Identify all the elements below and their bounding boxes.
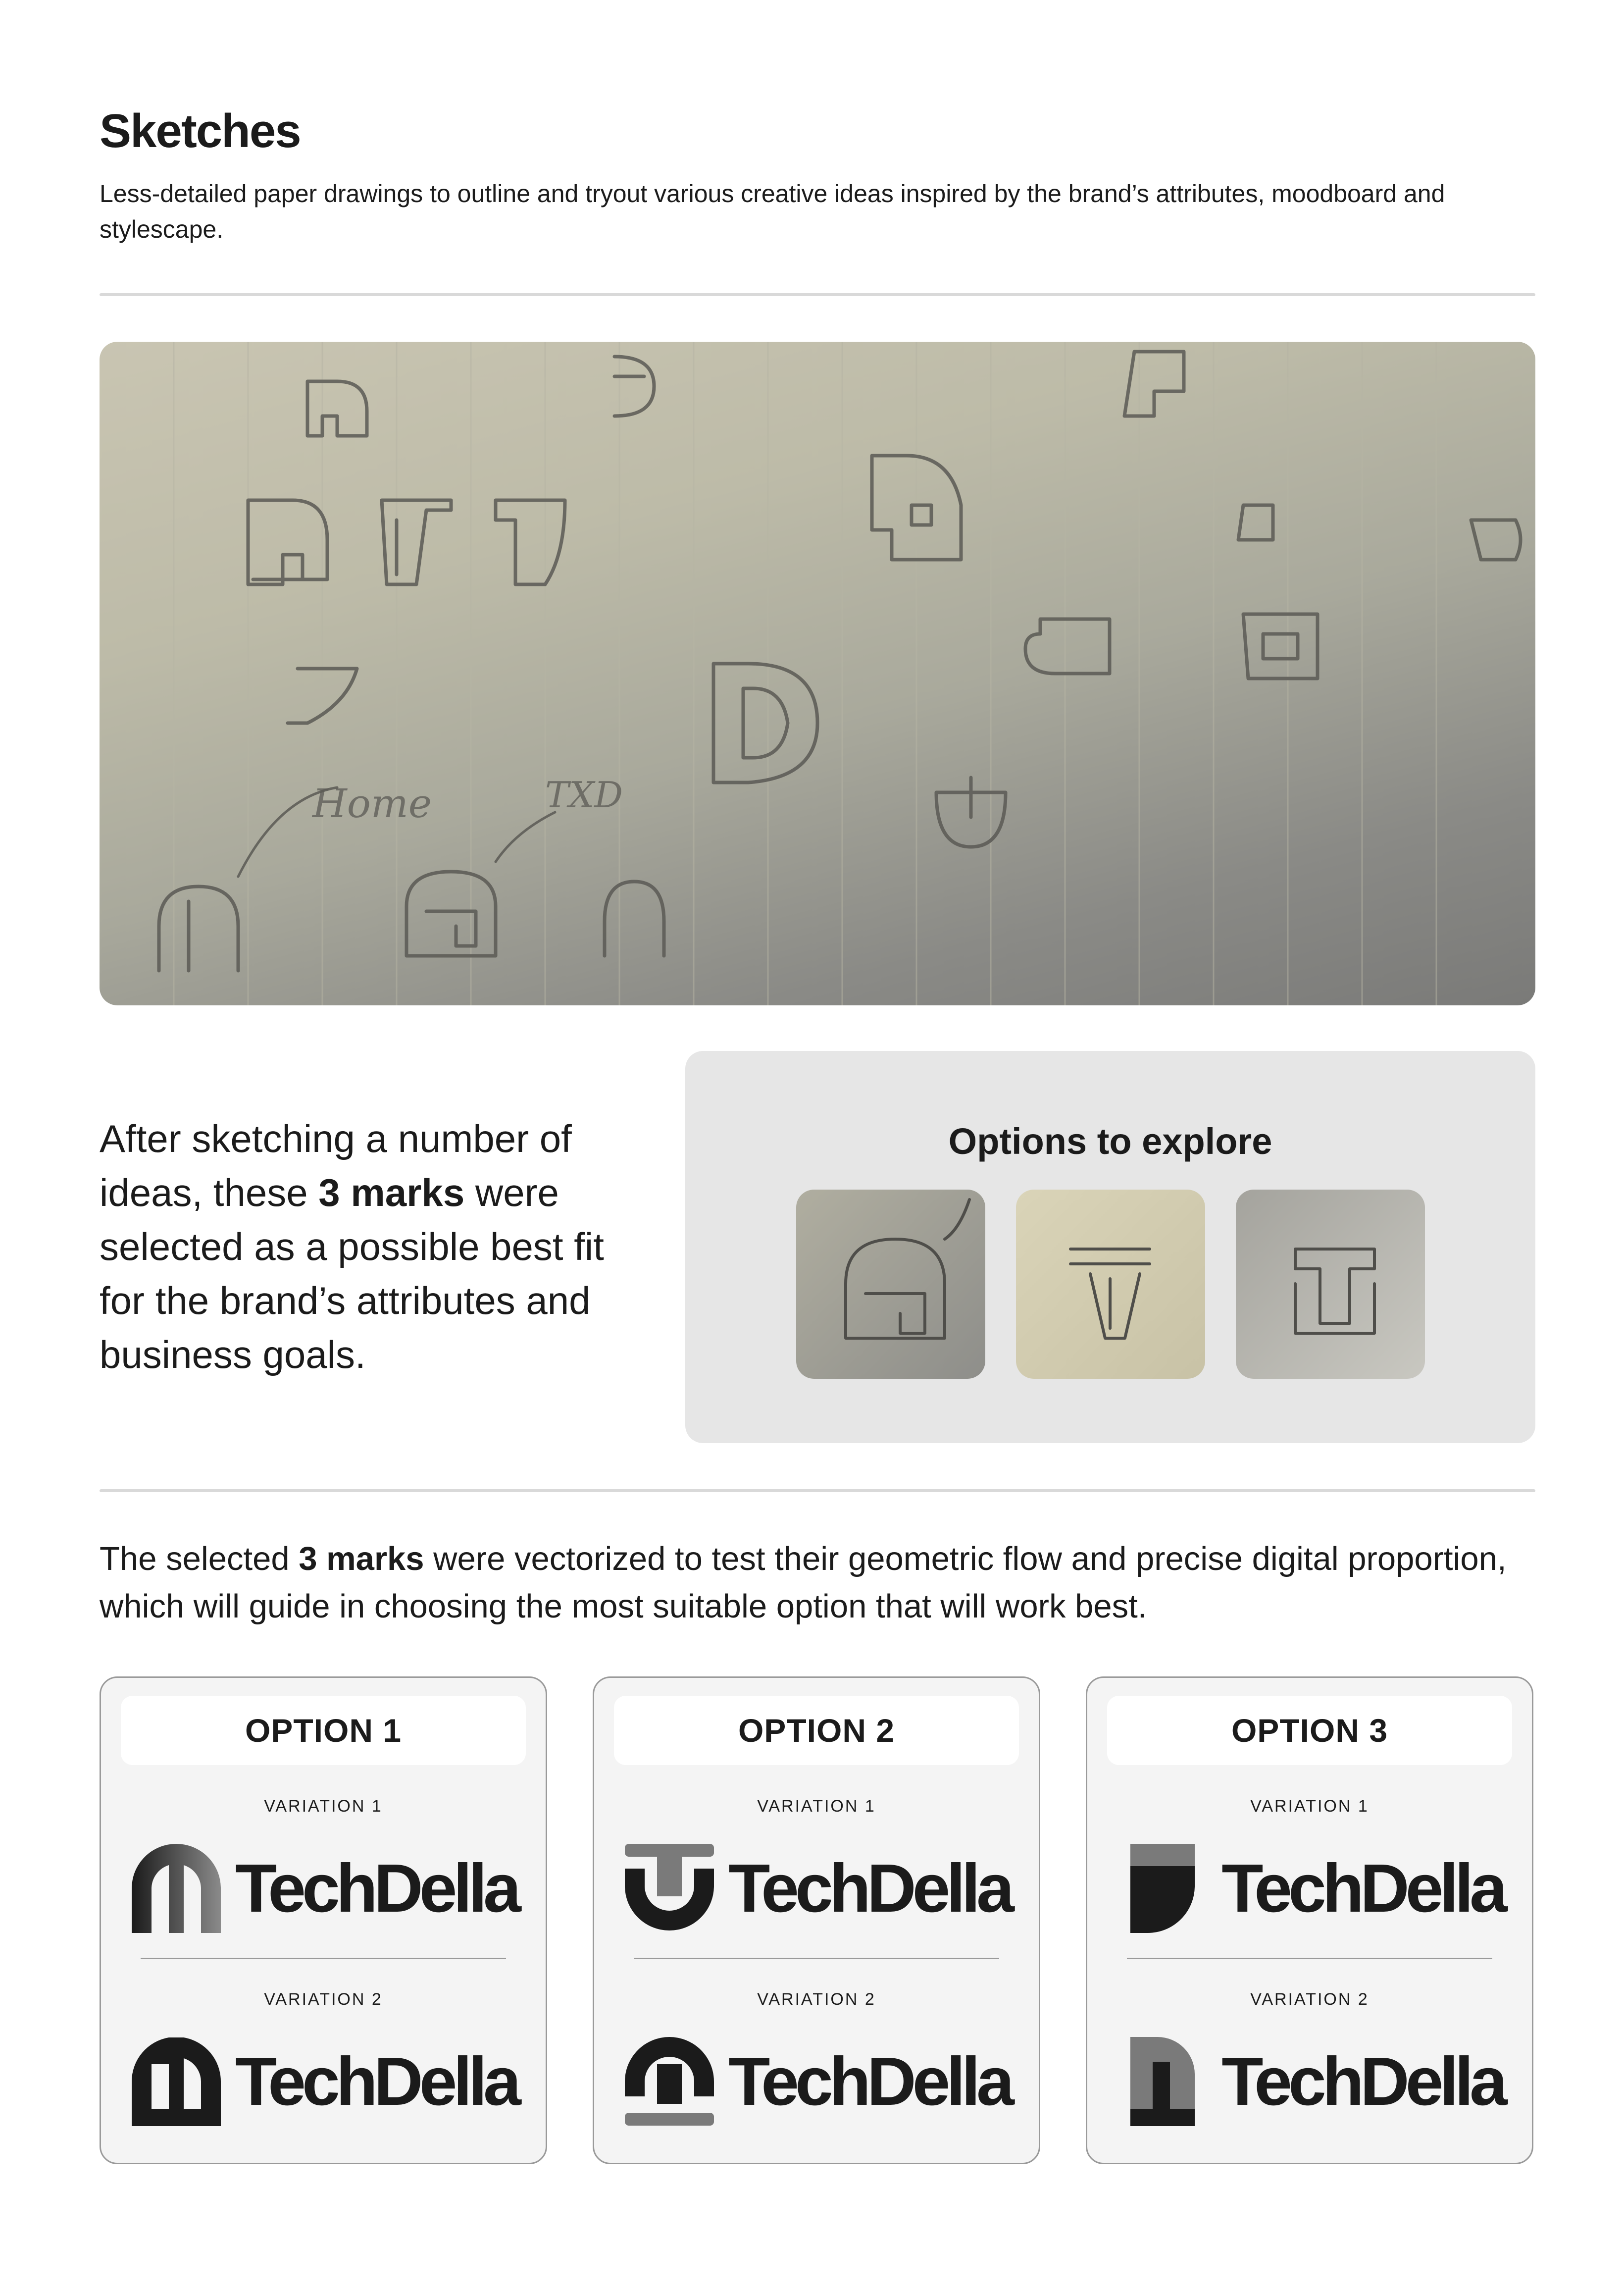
sketch-photo [100, 342, 1535, 1005]
divider-top [100, 293, 1535, 296]
intro-text: Less-detailed paper drawings to outline and tryout various creative ideas inspired by the brand’s attributes, moodboard and stylescape. [100, 180, 1445, 243]
option-2-variation-1-label: VARIATION 1 [757, 1797, 876, 1816]
arch-outline-mark-icon [129, 2034, 223, 2129]
option-1-divider [141, 1958, 506, 1959]
option-3-variation-1-label: VARIATION 1 [1250, 1797, 1369, 1816]
arch-mark-icon [129, 1841, 223, 1935]
arch-d-mark-icon [1116, 2034, 1210, 2129]
option-3-variation-1-logo [1107, 1839, 1512, 1938]
page-title: Sketches [100, 104, 301, 157]
option-thumbnail-1 [796, 1190, 985, 1379]
option-2-variation-2-label: VARIATION 2 [757, 1990, 876, 2009]
option-1-wordmark-1: TechDella [235, 1850, 517, 1927]
option-1-title: OPTION 1 [121, 1696, 526, 1765]
option-card-2 [593, 1676, 1040, 2164]
option-thumbnail-3 [1236, 1190, 1425, 1379]
vectorized-text: The selected 3 marks were vectorized to test their geometric flow and precise digital proportion, which will guide in choosing the most suitable option that will work best. [100, 1540, 1507, 1625]
option-2-title: OPTION 2 [614, 1696, 1019, 1765]
option-2-variation-2-logo [614, 2032, 1019, 2131]
option-1-variation-2-label: VARIATION 2 [264, 1990, 383, 2009]
option-3-variation-2-label: VARIATION 2 [1250, 1990, 1369, 2009]
option-1-variation-2-logo [121, 2032, 526, 2131]
sketch-annotation-home: Home [312, 781, 432, 827]
d-mark-icon [1116, 1841, 1210, 1935]
option-3-title: OPTION 3 [1107, 1696, 1512, 1765]
sketch-annotation-td: TXD [545, 774, 623, 816]
option-2-divider [634, 1958, 999, 1959]
option-2-wordmark-1: TechDella [728, 1850, 1011, 1927]
divider-middle [100, 1489, 1535, 1492]
selection-text: After sketching a number of ideas, these 3 marks were selected as a possible best fit for the brand’s attributes and business goals. [100, 1117, 604, 1376]
option-2-wordmark-2: TechDella [728, 2043, 1011, 2120]
option-3-variation-2-logo [1107, 2032, 1512, 2131]
option-3-wordmark-2: TechDella [1221, 2043, 1504, 2120]
option-card-1 [100, 1676, 547, 2164]
arch-t-mark-icon [622, 2034, 716, 2129]
option-3-wordmark-1: TechDella [1221, 1850, 1504, 1927]
option-thumbnail-2 [1016, 1190, 1205, 1379]
option-3-divider [1127, 1958, 1492, 1959]
option-1-variation-1-logo [121, 1839, 526, 1938]
option-card-3 [1086, 1676, 1533, 2164]
option-1-wordmark-2: TechDella [235, 2043, 517, 2120]
option-2-variation-1-logo [614, 1839, 1019, 1938]
u-mark-icon [622, 1841, 716, 1935]
options-panel [685, 1051, 1535, 1443]
option-1-variation-1-label: VARIATION 1 [264, 1797, 383, 1816]
options-title: Options to explore [948, 1121, 1272, 1162]
